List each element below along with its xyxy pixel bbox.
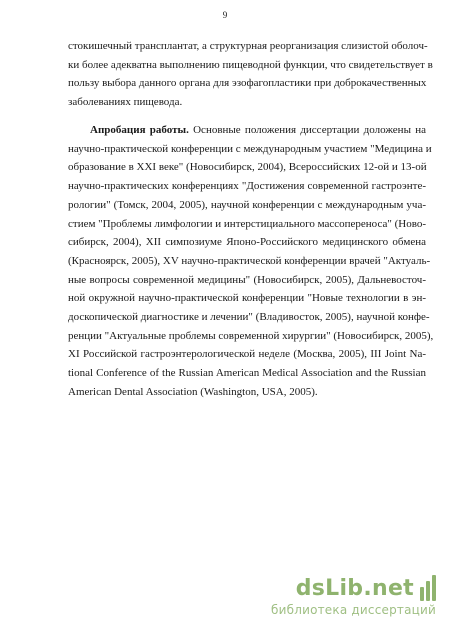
page-number: 9 [222, 10, 228, 20]
paragraph-2-line: рологии" (Томск, 2004, 2005), научной конференции с международным уча- [68, 198, 426, 211]
watermark-logo [271, 571, 436, 601]
paragraph-1 [68, 37, 433, 112]
paragraph-1-line: ки более адекватна выполнению пищеводной функции, что свидетельствует в [68, 58, 433, 71]
paragraph-2-line: (Красноярск, 2005), XV научно-практической конференции врачей "Актуаль- [68, 254, 431, 267]
watermark-name: dsLib.net [295, 576, 414, 601]
paragraph-2-line: XI Российской гастроэнтерологической неделе (Москва, 2005), III Joint Na- [68, 348, 426, 361]
paragraph-2-line: сибирск, 2004), XII симпозиуме Японо-Российского медицинского обмена [68, 236, 426, 249]
watermark-subtitle: библиотека диссертаций [271, 603, 436, 617]
paragraph-2-line: доскопической диагностике и лечении" (Владивосток, 2005), научной конфе- [68, 311, 430, 324]
paragraph-1-line: пользу выбора данного органа для эзофагопластики при доброкачественных [68, 77, 427, 90]
paragraph-2-line: tional Conference of the Russian American Medical Association and the Russian [68, 367, 426, 380]
paragraph-1-line: стокишечный трансплантат, а структурная реорганизация слизистой оболоч- [68, 40, 428, 52]
paragraph-2-first-line-text: Основные положения диссертации доложены на [188, 124, 426, 136]
paragraph-2-line: научно-практической конференции с международным участием "Медицина и [68, 142, 432, 155]
watermark [271, 571, 436, 617]
paragraph-2 [68, 121, 434, 402]
paragraph-2-first-line [68, 121, 426, 140]
paragraph-2-line: ные вопросы современной медицины" (Новосибирск, 2005), Дальневосточ- [68, 273, 426, 286]
paragraph-2-line: образование в XXI веке" (Новосибирск, 2004), Всероссийских 12-ой и 13-ой [68, 161, 427, 174]
bookshelf-icon [420, 575, 436, 601]
paragraph-2-line: научно-практических конференциях "Достижения современной гастроэнте- [68, 180, 426, 193]
paragraph-2-line: ной окружной научно-практической конференции "Новые технологии в эн- [68, 292, 426, 305]
paragraph-2-line: ренции "Актуальные проблемы современной хирургии" (Новосибирск, 2005), [68, 329, 434, 342]
paragraph-2-line: American Dental Association (Washington, USA, 2005). [68, 385, 318, 398]
paragraph-2-line: стием "Проблемы лимфологии и интерстициального массопереноса" (Ново- [68, 217, 426, 230]
paragraph-1-line: заболеваниях пищевода. [68, 96, 183, 109]
section-heading: Апробация работы. [90, 124, 189, 136]
